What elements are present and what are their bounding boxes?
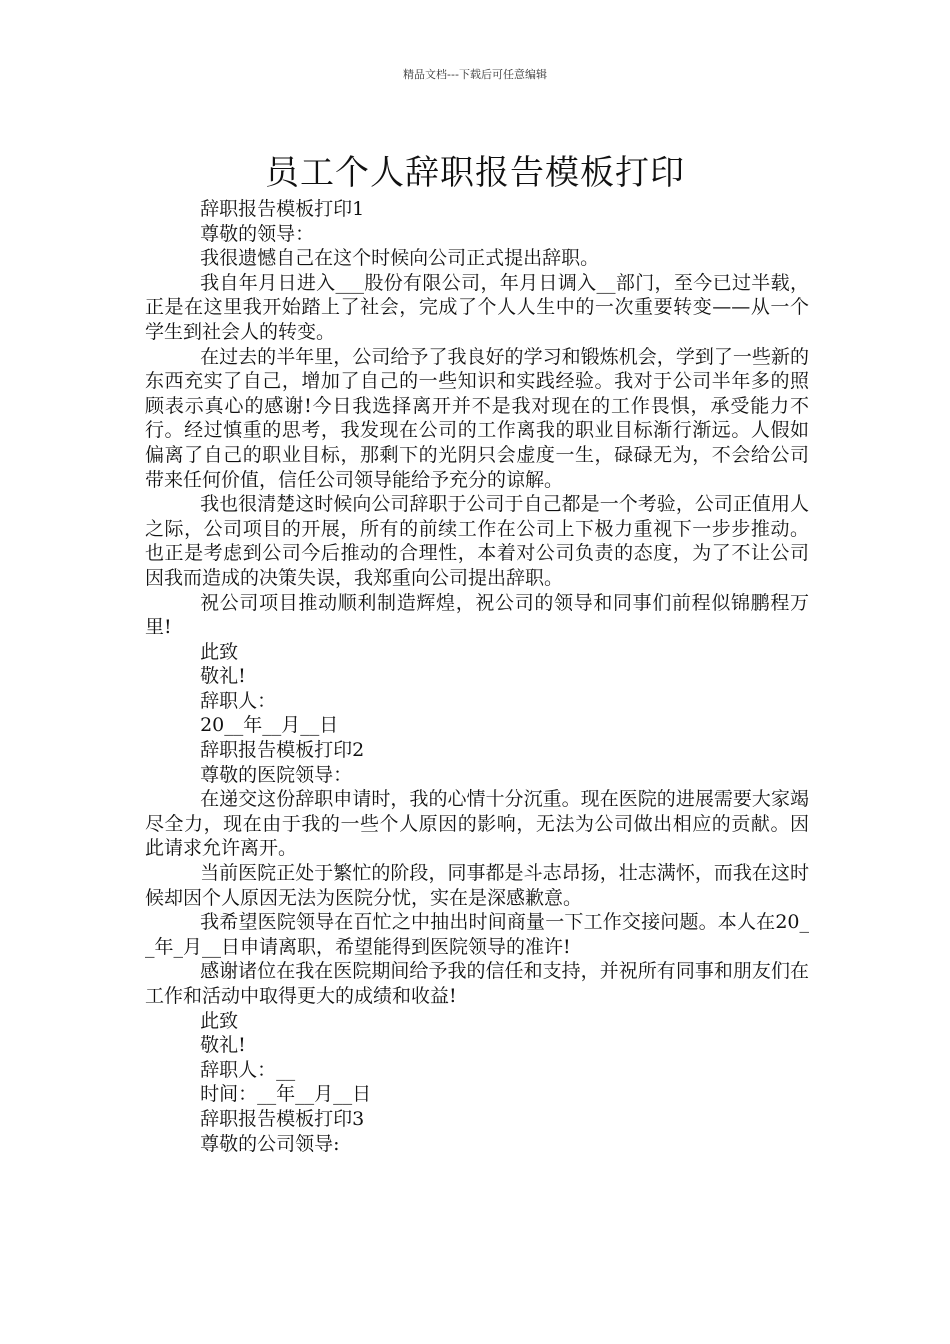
page-title: 员工个人辞职报告模板打印 (265, 152, 685, 193)
paragraph: 此致 (200, 1009, 239, 1032)
paragraph: 辞职人：__ (200, 1058, 296, 1081)
paragraph: 感谢诸位在我在医院期间给予我的信任和支持，并祝所有同事和朋友们在工作和活动中取得更大的成绩和收益! (145, 960, 809, 1007)
paragraph: 我很遗憾自己在这个时候向公司正式提出辞职。 (200, 247, 600, 270)
header-note: 精品文档---下载后可任意编辑 (403, 68, 547, 81)
paragraph: 在过去的半年里，公司给予了我良好的学习和锻炼机会，学到了一些新的东西充实了自己，增加了自己的一些知识和实践经验。我对于公司半年多的照顾表示真心的感谢!今日我选择离开并不是我对现在的工作畏惧，承受能力不行。经过慎重的思考，我发现在公司的工作离我的职业目标渐行渐远。人假如偏离了自己的职业目标，那剩下的光阴只会虚度一生，碌碌无为，不会给公司带来任何价值，信任公司领导能给予充分的谅解。 (145, 345, 809, 491)
paragraph: 辞职报告模板打印2 (200, 739, 365, 762)
paragraph: 祝公司项目推动顺利制造辉煌，祝公司的领导和同事们前程似锦鹏程万里! (145, 591, 809, 639)
paragraph: 时间：__年__月__日 (200, 1083, 372, 1106)
paragraph: 当前医院正处于繁忙的阶段，同事都是斗志昂扬，壮志满怀，而我在这时候却因个人原因无法为医院分忧，实在是深感歉意。 (145, 862, 809, 909)
paragraph: 辞职报告模板打印3 (200, 1107, 365, 1130)
paragraph: 20__年__月__日 (200, 714, 339, 737)
paragraph: 我自年月日进入___股份有限公司，年月日调入__部门，至今已过半载，正是在这里我开始踏上了社会，完成了个人人生中的一次重要转变——从一个学生到社会人的转变。 (145, 271, 809, 343)
paragraph: 在递交这份辞职申请时，我的心情十分沉重。现在医院的进展需要大家竭尽全力，现在由于我的一些个人原因的影响，无法为公司做出相应的贡献。因此请求允许离开。 (145, 788, 809, 860)
paragraph: 我希望医院领导在百忙之中抽出时间商量一下工作交接问题。本人在20__年_月__日申请离职，希望能得到医院领导的准许! (145, 911, 809, 958)
document-body (145, 197, 809, 1156)
paragraph: 尊敬的公司领导: (200, 1132, 340, 1155)
paragraph: 辞职人： (200, 689, 277, 712)
paragraph: 尊敬的领导： (200, 222, 315, 245)
paragraph: 此致 (200, 640, 239, 663)
paragraph: 辞职报告模板打印1 (200, 198, 365, 220)
paragraph: 敬礼! (200, 1034, 246, 1057)
paragraph: 敬礼! (200, 665, 246, 688)
paragraph: 我也很清楚这时候向公司辞职于公司于自己都是一个考验，公司正值用人之际，公司项目的开展，所有的前续工作在公司上下极力重视下一步步推动。也正是考虑到公司今后推动的合理性，本着对公司负责的态度，为了不让公司因我而造成的决策失误，我郑重向公司提出辞职。 (145, 493, 809, 589)
paragraph: 尊敬的医院领导： (200, 763, 353, 786)
